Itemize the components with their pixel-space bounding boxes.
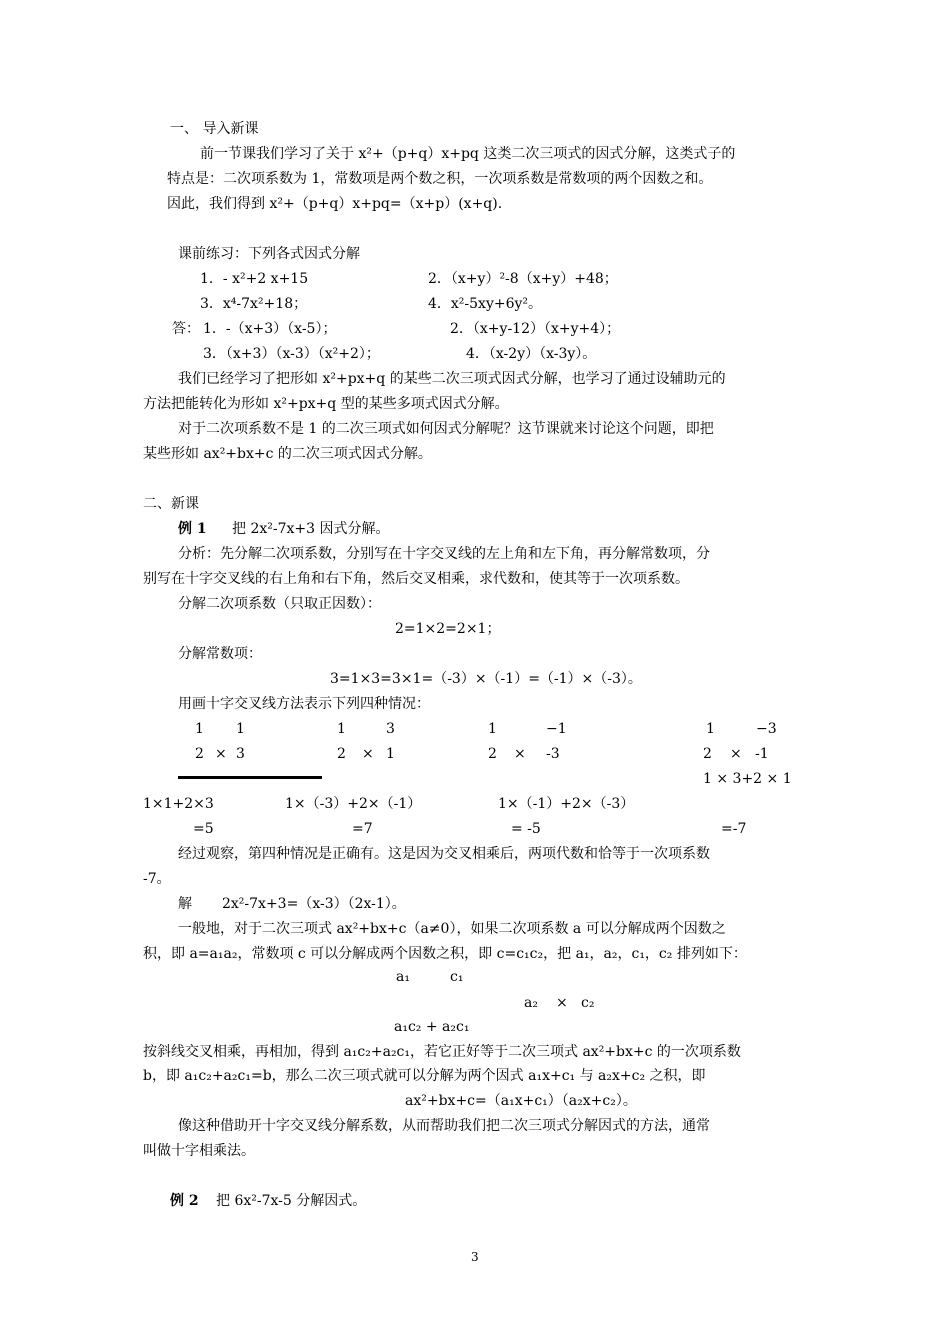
section2-heading: 二、新课	[143, 496, 199, 512]
cross-2-top-left: 1	[337, 721, 346, 737]
paragraph: b，即 a₁c₂+a₂c₁=b，那么二次三项式就可以分解为两个因式 a₁x+c₁ 与 a₂x+c₂ 之积，即	[143, 1068, 706, 1084]
exercise-1: 1．- x²+2 x+15	[200, 271, 309, 287]
paragraph: 叫做十字相乘法。	[143, 1143, 255, 1159]
cross-4-bottom-right: -1	[755, 746, 769, 762]
general-a1: a₁	[396, 969, 410, 985]
cross-2-sum: 1×（-3）+2×（-1）	[285, 796, 422, 812]
section1-heading: 一、 导入新课	[170, 121, 259, 137]
cross-2-bottom-left: 2	[337, 746, 346, 762]
general-sum: a₁c₂ + a₂c₁	[394, 1019, 470, 1035]
cross-3-top-left: 1	[488, 721, 497, 737]
solution-label: 解	[178, 896, 192, 912]
paragraph: 分析：先分解二次项系数，分别写在十字交叉线的左上角和左下角，再分解常数项，分	[178, 546, 710, 562]
cross-3-bottom-left: 2	[488, 746, 497, 762]
cross-3-times: ×	[514, 746, 526, 762]
answer-3: 3．（x+3）（x-3）（x²+2）；	[203, 346, 380, 362]
page-number: 3	[471, 1250, 479, 1264]
exercise-3: 3．x⁴-7x²+18；	[200, 296, 308, 312]
paragraph: 分解常数项：	[178, 646, 262, 662]
paragraph: 分解二次项系数（只取正因数）：	[178, 596, 381, 612]
paragraph: 用画十字交叉线方法表示下列四种情况：	[178, 696, 430, 712]
cross-1-top-left: 1	[195, 721, 204, 737]
exercise-2: 2．（x+y）²-8（x+y）+48；	[428, 271, 618, 287]
cross-3-top-right: −1	[546, 721, 567, 737]
answer-4: 4．（x-2y）（x-3y）。	[466, 346, 597, 362]
cross-1-bottom-left: 2	[195, 746, 204, 762]
cross-4-top-left: 1	[706, 721, 715, 737]
paragraph: -7。	[143, 871, 171, 887]
cross-4-top-right: −3	[756, 721, 777, 737]
cross-2-top-right: 3	[386, 721, 395, 737]
cross-4-result: =-7	[721, 821, 747, 837]
paragraph: 经过观察，第四种情况是正确有。这是因为交叉相乘后，两项代数和恰等于一次项系数	[178, 846, 710, 862]
cross-4-sum: 1 × 3+2 × 1	[703, 771, 792, 787]
example-2-text: 把 6x²-7x-5 分解因式。	[216, 1193, 367, 1209]
paragraph: 像这种借助开十字交叉线分解系数，从而帮助我们把二次三项式分解因式的方法，通常	[178, 1118, 710, 1134]
paragraph: 别写在十字交叉线的右上角和右下角，然后交叉相乘，求代数和，使其等于一次项系数。	[143, 571, 689, 587]
general-times: ×	[556, 995, 568, 1011]
cross-1-times: ×	[215, 746, 227, 762]
example-2-label: 例 2	[170, 1193, 199, 1209]
cross-4-times: ×	[730, 746, 742, 762]
practice-title: 课前练习：下列各式因式分解	[178, 246, 360, 262]
cross-1-rule	[178, 776, 322, 779]
paragraph: 我们已经学习了把形如 x²+px+q 的某些二次三项式因式分解，也学习了通过设辅助元的	[178, 371, 726, 387]
answer-label: 答：	[172, 321, 200, 337]
example-1-label: 例 1	[178, 521, 207, 537]
paragraph: 一般地，对于二次三项式 ax²+bx+c（a≠0），如果二次项系数 a 可以分解成两个因数之	[178, 921, 726, 937]
example-1-text: 把 2x²-7x+3 因式分解。	[232, 521, 390, 537]
cross-3-result: = -5	[511, 821, 541, 837]
paragraph: 某些形如 ax²+bx+c 的二次三项式因式分解。	[143, 446, 432, 462]
equation: ax²+bx+c=（a₁x+c₁）（a₂x+c₂）。	[405, 1093, 637, 1109]
equation: 2=1×2=2×1；	[395, 621, 501, 637]
paragraph: 方法把能转化为形如 x²+px+q 型的某些多项式因式分解。	[143, 396, 509, 412]
equation: 3=1×3=3×1=（-3）×（-1）=（-1）×（-3）。	[330, 671, 642, 687]
paragraph: 特点是：二次项系数为 1，常数项是两个数之积，一次项系数是常数项的两个因数之和。	[167, 171, 713, 187]
solution: 2x²-7x+3=（x-3）（2x-1）。	[222, 896, 406, 912]
answer-1: 1．-（x+3）（x-5）；	[203, 321, 337, 337]
cross-2-times: ×	[362, 746, 374, 762]
cross-4-bottom-left: 2	[703, 746, 712, 762]
paragraph: 前一节课我们学习了关于 x²+（p+q）x+pq 这类二次三项式的因式分解，这类式子的	[200, 146, 736, 162]
paragraph: 因此，我们得到 x²+（p+q）x+pq=（x+p）(x+q).	[167, 196, 503, 212]
cross-2-bottom-right: 1	[386, 746, 395, 762]
paragraph: 积，即 a=a₁a₂，常数项 c 可以分解成两个因数之积，即 c=c₁c₂，把 a₁，a₂，c₁，c₂ 排列如下：	[143, 946, 747, 962]
cross-2-result: =7	[352, 821, 373, 837]
cross-1-sum: 1×1+2×3	[143, 796, 214, 812]
paragraph: 对于二次项系数不是 1 的二次三项式如何因式分解呢？这节课就来讨论这个问题，即把	[178, 421, 714, 437]
general-a2: a₂	[524, 995, 538, 1011]
cross-1-bottom-right: 3	[236, 746, 245, 762]
cross-3-bottom-right: -3	[546, 746, 560, 762]
paragraph: 按斜线交叉相乘，再相加，得到 a₁c₂+a₂c₁，若它正好等于二次三项式 ax²+bx+c 的一次项系数	[143, 1044, 741, 1060]
cross-3-sum: 1×（-1）+2×（-3）	[498, 796, 635, 812]
cross-1-top-right: 1	[236, 721, 245, 737]
general-c2: c₂	[581, 995, 595, 1011]
exercise-4: 4．x²-5xy+6y²。	[428, 296, 543, 312]
general-c1: c₁	[450, 969, 464, 985]
answer-2: 2．（x+y-12）（x+y+4）；	[450, 321, 621, 337]
cross-1-result: =5	[193, 821, 214, 837]
